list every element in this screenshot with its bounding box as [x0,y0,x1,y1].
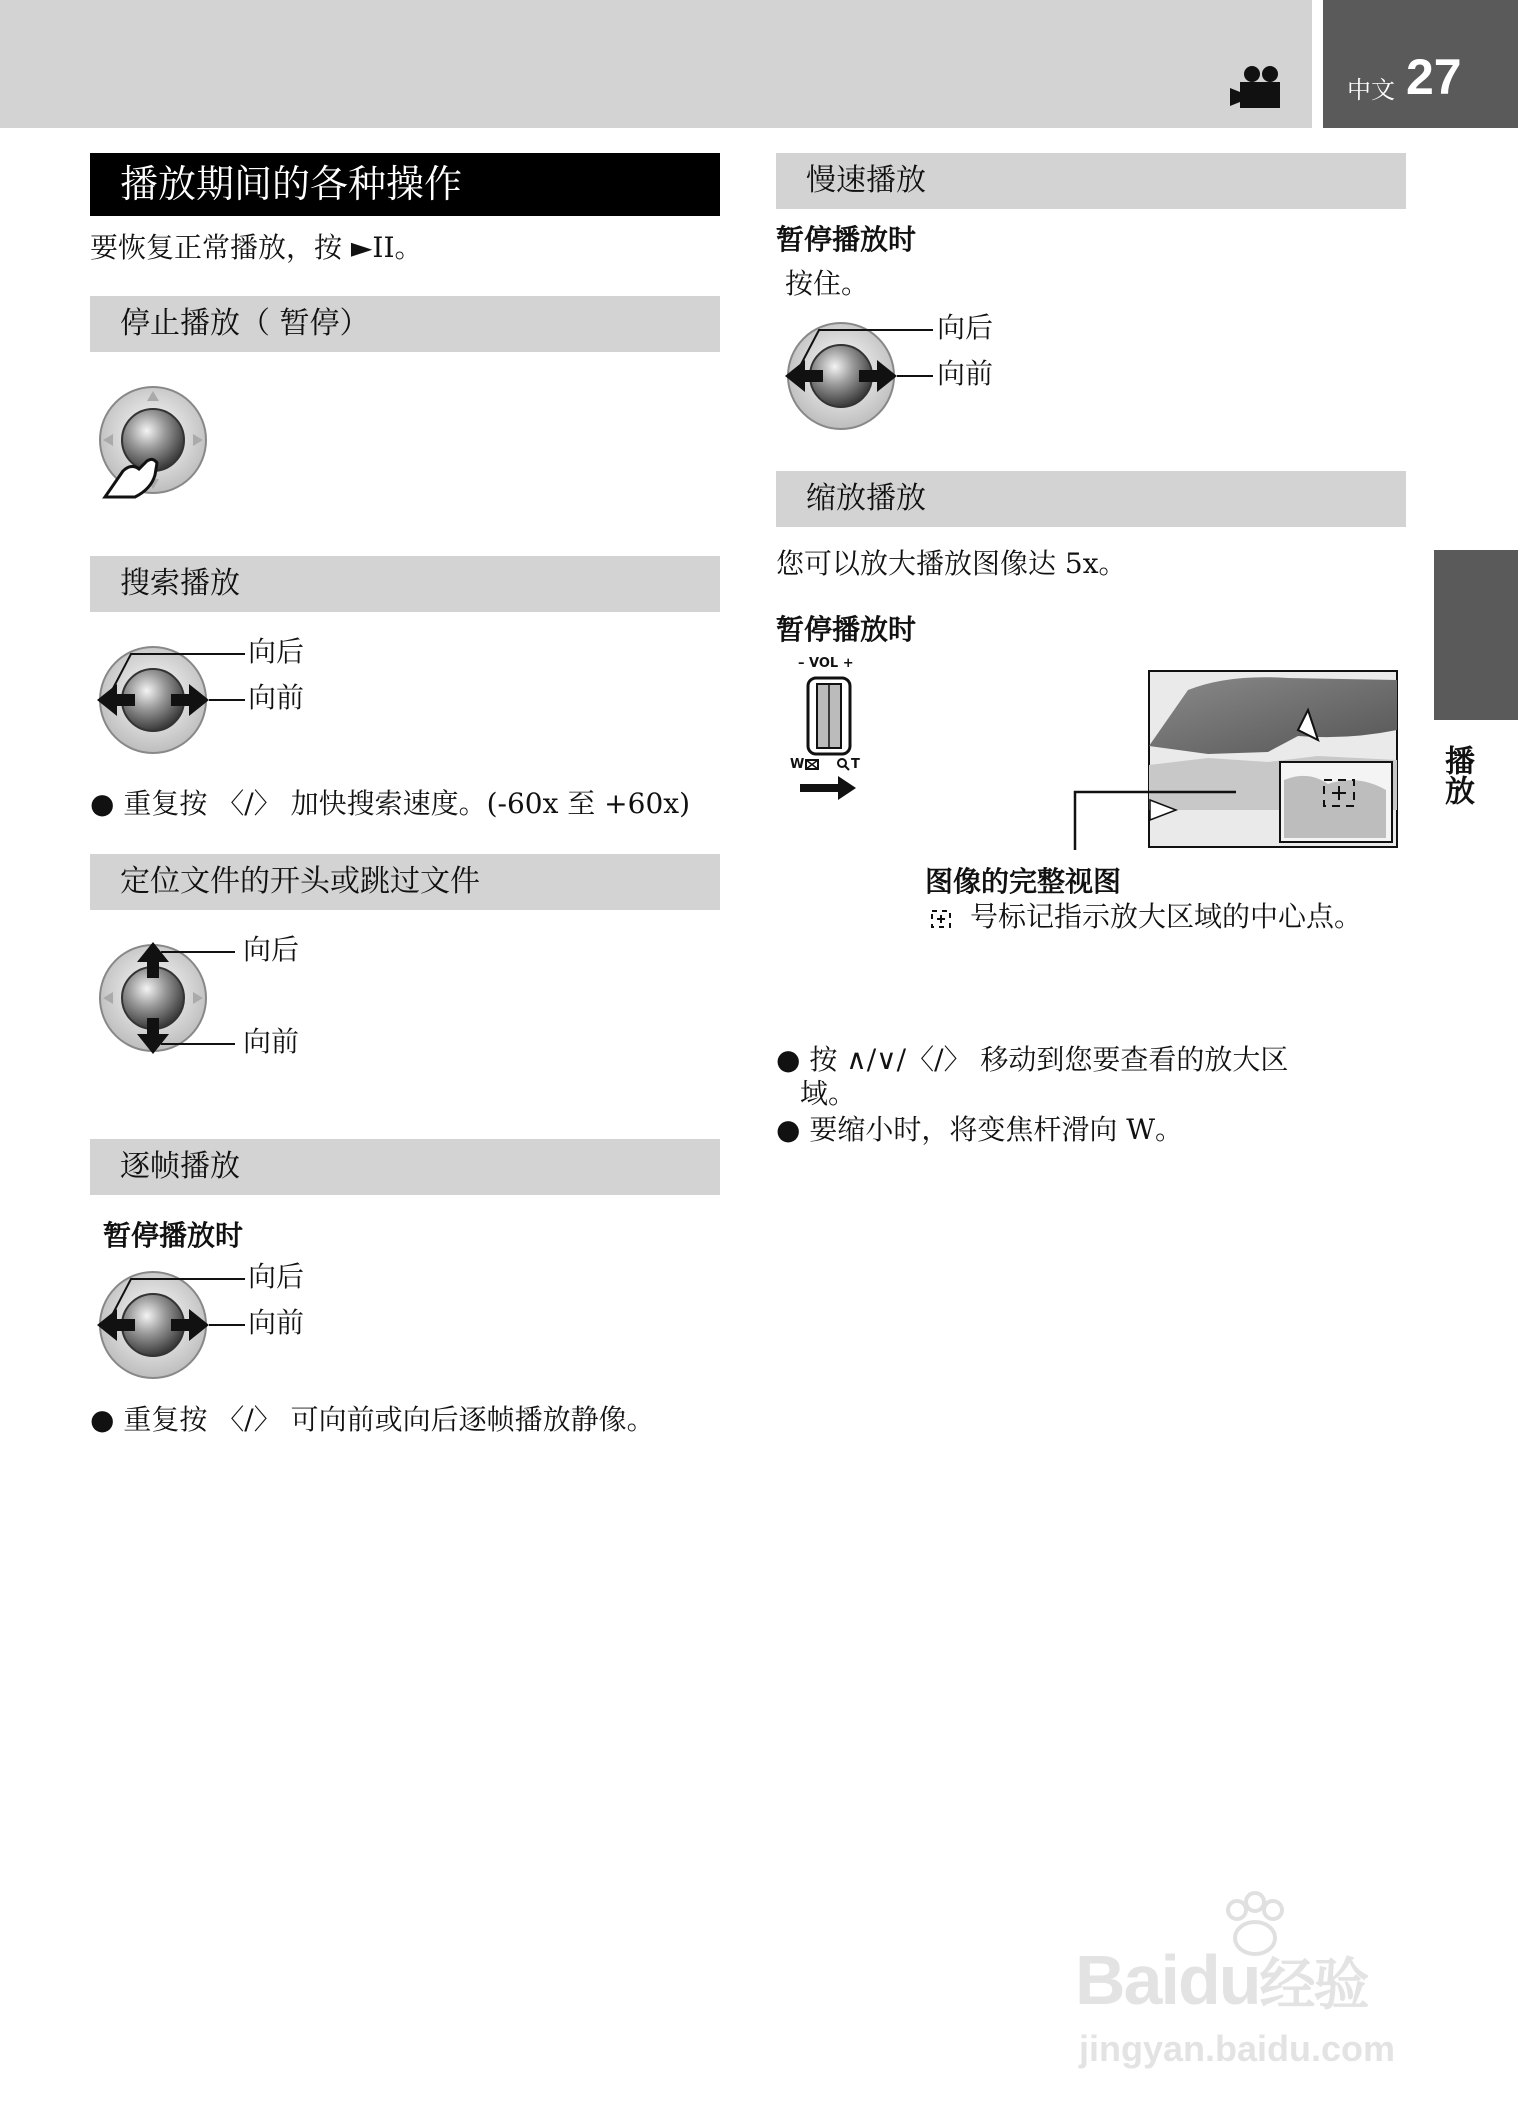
joystick-press-icon [95,385,215,509]
magnifier-icon [837,758,850,771]
language-label: 中文 [1347,76,1395,104]
frame-label-forward: 向前 [248,1306,305,1339]
locate-label-forward: 向前 [243,1025,300,1058]
section-locate-title: 定位文件的开头或跳过文件 [90,854,720,910]
callout-line [1070,790,1240,850]
watermark-url: jingyan.baidu.com [1079,2028,1396,2069]
zoom-note-1: ● 按 ∧/∨/〈/〉 移动到您要查看的放大区 [776,1043,1289,1076]
slow-label-back: 向后 [937,311,994,344]
zoom-note-2: ● 要缩小时，将变焦杆滑向 W。 [776,1113,1184,1146]
watermark-brand-c: 经验 [1259,1953,1368,2016]
side-tab-label: 播放 [1439,745,1474,805]
section-zoom-title: 缩放播放 [776,471,1406,527]
baidu-watermark [1075,1890,1435,2080]
zoom-subheading: 暂停播放时 [776,613,917,646]
section-pause-title: 停止播放（ 暂停） [90,296,720,352]
zoom-center-icon [930,909,952,929]
section-frame-title: 逐帧播放 [90,1139,720,1195]
full-view-description [930,899,1362,935]
page-number: 27 [1406,49,1462,105]
frame-label-back: 向后 [248,1260,305,1293]
full-view-description-text: 号标记指示放大区域的中心点。 [970,900,1363,933]
watermark-brand-a: Bai [1075,1941,1178,2019]
header-bar [0,0,1312,128]
watermark-brand-b: du [1177,1941,1260,2019]
zoom-note-2-text: 要缩小时，将变焦杆滑向 W。 [809,1113,1184,1146]
zoom-description: 您可以放大播放图像达 5x。 [776,547,1127,580]
intro-text: 要恢复正常播放，按 ►II。 [90,231,423,264]
section-search-title: 搜索播放 [90,556,720,612]
full-view-title: 图像的完整视图 [925,865,1122,898]
page-title: 播放期间的各种操作 [90,153,720,216]
frame-note: ● 重复按 〈/〉 可向前或向后逐帧播放静像。 [90,1403,655,1436]
frame-subheading: 暂停播放时 [103,1219,244,1252]
zoom-lever-diagram [786,656,866,806]
search-label-back: 向后 [248,635,305,668]
side-tab [1434,550,1518,720]
search-label-forward: 向前 [248,681,305,714]
zoom-note-1-cont: 域。 [800,1077,857,1110]
camera-icon [1230,64,1288,114]
slow-instruction: 按住。 [785,267,870,300]
w-label: W [790,757,805,772]
t-label: T [851,757,860,772]
slow-subheading: 暂停播放时 [776,223,917,256]
slow-label-forward: 向前 [937,357,994,390]
zoom-out-icon [805,759,819,770]
frame-note-text: 重复按 〈/〉 可向前或向后逐帧播放静像。 [123,1403,655,1436]
locate-label-back: 向后 [243,933,300,966]
page-number-box [1323,0,1518,128]
arrow-right-icon [800,774,858,802]
vol-label: – VOL + [798,656,854,671]
search-note: ● 重复按 〈/〉 加快搜索速度。(-60x 至 +60x) [90,787,690,820]
section-slow-title: 慢速播放 [776,153,1406,209]
search-note-text: 重复按 〈/〉 加快搜索速度。(-60x 至 +60x) [123,787,690,820]
zoom-note-1-text: 按 ∧/∨/〈/〉 移动到您要查看的放大区 [809,1043,1289,1076]
